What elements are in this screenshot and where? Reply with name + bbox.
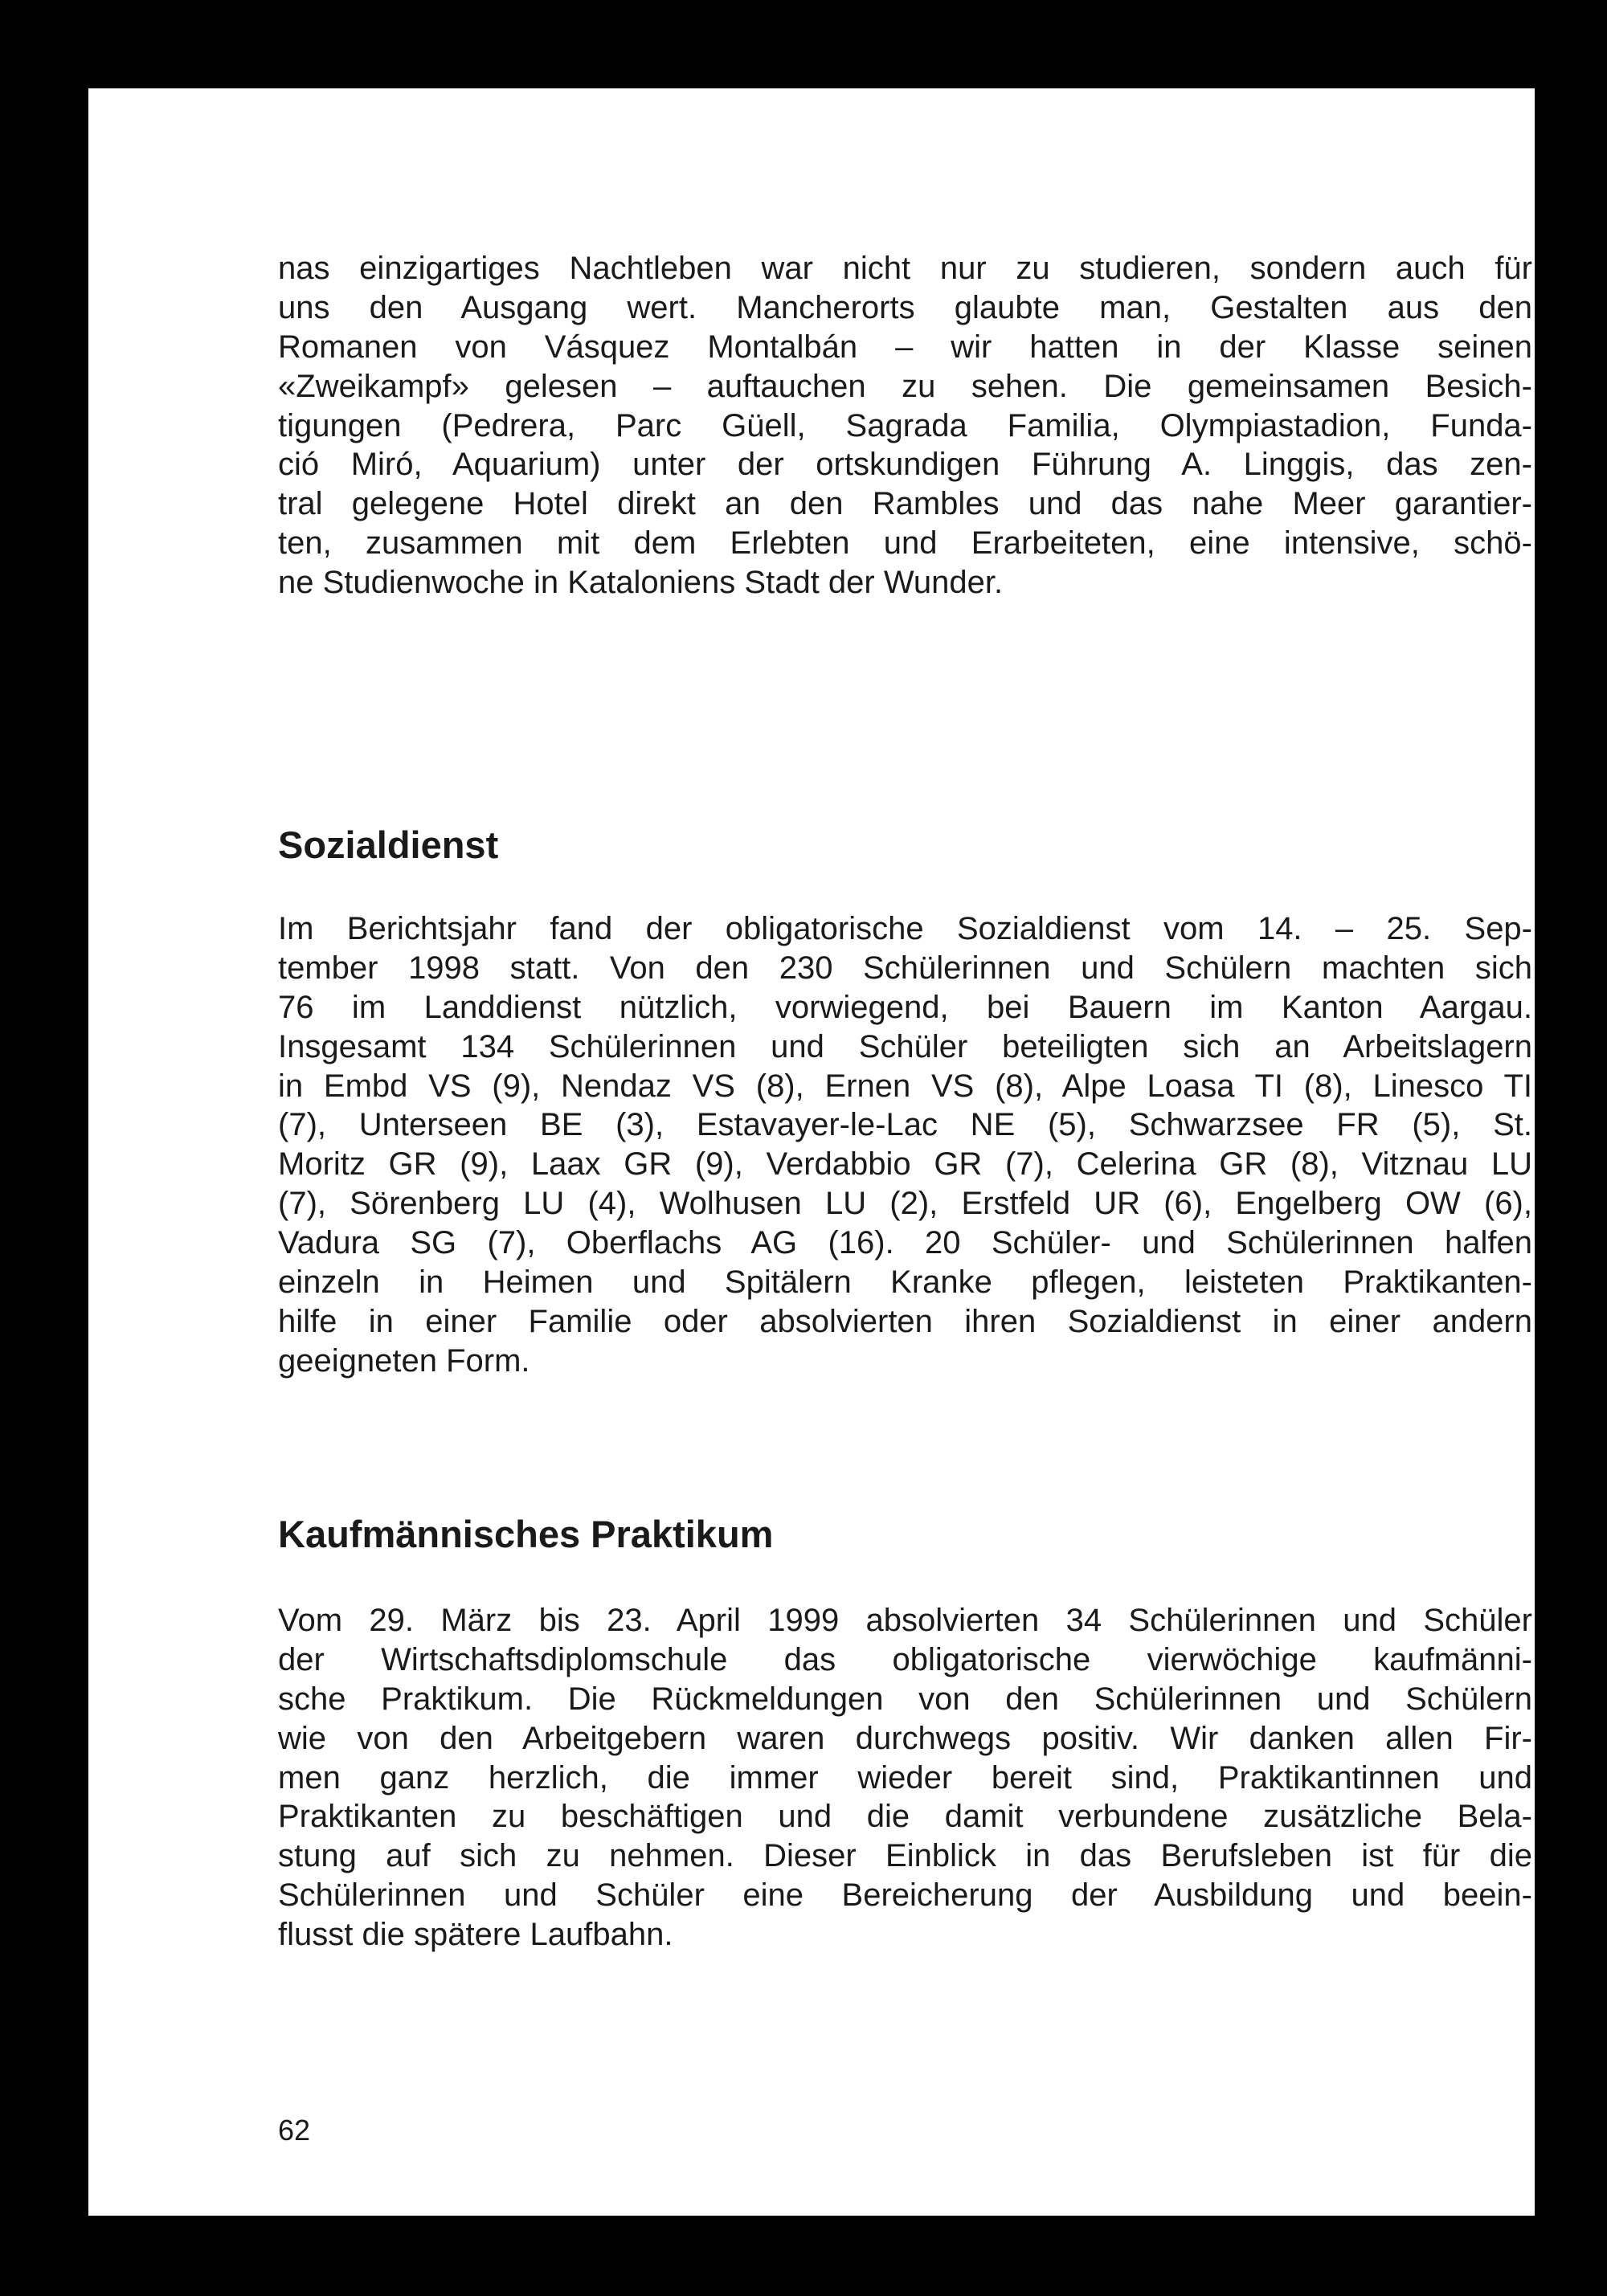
text-line: Moritz GR (9), Laax GR (9), Verdabbio GR (7), Celerina GR (8), Vitznau LU [278,1146,1532,1183]
text-line: ten, zusammen mit dem Erlebten und Erarbeiteten, eine intensive, schö- [278,525,1532,562]
text-line: geeigneten Form. [278,1342,530,1379]
text-line: Praktikanten zu beschäftigen und die damit verbundene zusätzliche Bela- [278,1799,1532,1835]
text-line: Vadura SG (7), Oberflachs AG (16). 20 Schüler- und Schülerinnen halfen [278,1225,1532,1261]
text-line: Vom 29. März bis 23. April 1999 absolvierten 34 Schülerinnen und Schüler [278,1603,1532,1638]
section-heading-praktikum: Kaufmännisches Praktikum [278,1513,774,1555]
text-line: Im Berichtsjahr fand der obligatorische Sozialdienst vom 14. – 25. Sep- [278,911,1532,946]
text-line: hilfe in einer Familie oder absolvierten ihren Sozialdienst in einer andern [278,1303,1532,1339]
text-line: tigungen (Pedrera, Parc Güell, Sagrada Familia, Olympiastadion, Funda- [278,407,1532,443]
text-line: flusst die spätere Laufbahn. [278,1917,673,1953]
text-line: der Wirtschaftsdiplomschule das obligatorische vierwöchige kaufmänni- [278,1641,1532,1677]
text-line: (7), Sörenberg LU (4), Wolhusen LU (2), Erstfeld UR (6), Engelberg OW (6), [278,1186,1532,1222]
text-line: uns den Ausgang wert. Mancherorts glaubte man, Gestalten aus den [278,289,1532,325]
text-line: 76 im Landdienst nützlich, vorwiegend, bei Bauern im Kanton Aargau. [278,989,1532,1025]
text-line: ció Miró, Aquarium) unter der ortskundigen Führung A. Linggis, das zen- [278,447,1532,483]
text-line: tember 1998 statt. Von den 230 Schülerinnen und Schülern machten sich [278,950,1532,986]
praktikum-paragraph [278,1601,1532,1955]
text-line: wie von den Arbeitgebern waren durchwegs positiv. Wir danken allen Fir- [278,1720,1532,1756]
sozialdienst-paragraph [278,909,1532,1381]
text-line: nas einzigartiges Nachtleben war nicht nur zu studieren, sondern auch für [278,251,1532,286]
text-line: in Embd VS (9), Nendaz VS (8), Ernen VS (8), Alpe Loasa TI (8), Linesco TI [278,1068,1532,1104]
text-line: men ganz herzlich, die immer wieder bereit sind, Praktikantinnen und [278,1759,1532,1796]
text-line: Romanen von Vásquez Montalbán – wir hatten in der Klasse seinen [278,329,1532,365]
page-number: 62 [278,2114,311,2147]
text-line: (7), Unterseen BE (3), Estavayer-le-Lac NE (5), Schwarzsee FR (5), St. [278,1107,1532,1143]
text-line: einzeln in Heimen und Spitälern Kranke pflegen, leisteten Praktikanten- [278,1264,1532,1301]
text-line: stung auf sich zu nehmen. Dieser Einblick in das Berufsleben ist für die [278,1838,1532,1874]
document-page [88,88,1535,2216]
section-heading-sozialdienst: Sozialdienst [278,823,499,866]
text-line: ne Studienwoche in Kataloniens Stadt der Wunder. [278,565,1004,601]
text-line: Insgesamt 134 Schülerinnen und Schüler beteiligten sich an Arbeitslagern [278,1028,1532,1064]
intro-paragraph [278,249,1532,603]
text-line: «Zweikampf» gelesen – auftauchen zu sehen. Die gemeinsamen Besich- [278,368,1532,404]
text-line: Schülerinnen und Schüler eine Bereicherung der Ausbildung und beein- [278,1877,1532,1914]
text-line: sche Praktikum. Die Rückmeldungen von den Schülerinnen und Schülern [278,1681,1532,1717]
text-line: tral gelegene Hotel direkt an den Rambles und das nahe Meer garantier- [278,486,1532,522]
